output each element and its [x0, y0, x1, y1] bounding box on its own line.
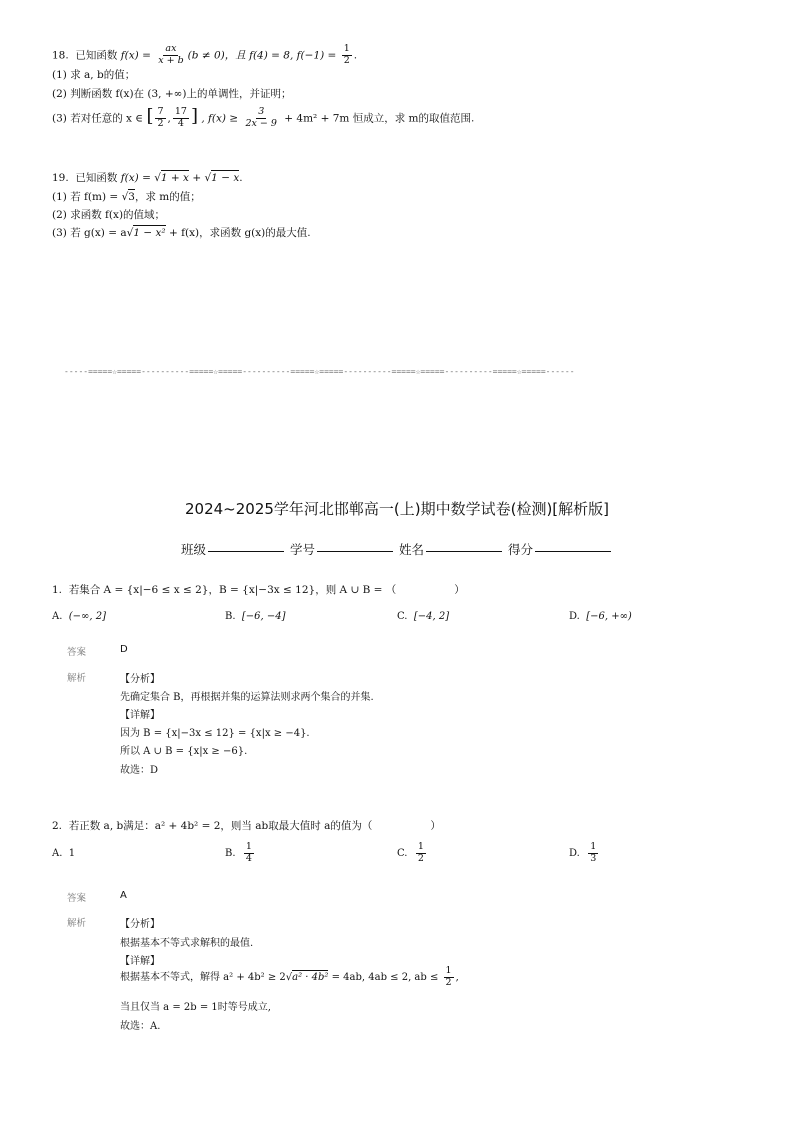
q18-number: 18. [52, 49, 69, 62]
q18-condition: (b ≠ 0)，且 f(4) = 8, f(−1) = [187, 49, 337, 62]
q19-number: 19. [52, 172, 69, 184]
p2-stem-text: 若正数 a, b满足：a² + 4b² = 2，则当 ab取最大值时 a的值为（ [68, 820, 373, 832]
p1-option-a[interactable]: A. (−∞, 2] [52, 611, 106, 622]
student-info-row [0, 540, 794, 558]
q18-interval-left: $\frac{7}{2}$ [157, 106, 164, 129]
p2-option-d[interactable]: D. $\frac{1}{3}$ [569, 841, 597, 864]
q19-stem: 19. 已知函数 f(x) = √1 + x + √1 − x. [52, 172, 243, 184]
q18-interval-right: $\frac{17}{4}$ [174, 106, 187, 129]
p2-stem: 2. 若正数 a, b满足：a² + 4b² = 2，则当 ab取最大值时 a的值为（ ） [52, 820, 441, 832]
p1-solution-line-5: 所以 A ∪ B = {x|x ≥ −6}. [120, 746, 248, 757]
p1-solution-line-4: 因为 B = {x|−3x ≤ 12} = {x|x ≥ −4}. [120, 728, 310, 739]
q19-plus: + [192, 172, 202, 184]
q18-rhs-fraction: $\frac{3}{2x - 9}$ [245, 106, 277, 129]
field-name: 姓名 [398, 542, 424, 557]
p1-option-c[interactable]: C. [−4, 2] [397, 611, 450, 622]
p1-solution-line-2: 先确定集合 B，再根据并集的运算法则求两个集合的并集. [120, 692, 374, 703]
p2-answer: A [120, 890, 127, 901]
q18-prefix: 已知函数 [75, 49, 118, 62]
p1-number: 1. [52, 584, 63, 596]
q19-root1: 1 + x [160, 172, 189, 184]
p1-solution-line-6: 故选：D [120, 765, 159, 776]
p2-solution-line-1: 【分析】 [120, 919, 160, 930]
q18-part3-tail: + 4m² + 7m 恒成立，求 m的取值范围. [284, 112, 475, 125]
field-score-blank[interactable] [535, 551, 611, 552]
q18-part3-ineq: , f(x) ≥ [201, 112, 239, 125]
field-id-blank[interactable] [317, 551, 393, 552]
q19-part1: (1) 若 f(m) = √3，求 m的值； [52, 191, 201, 203]
field-score: 得分 [507, 542, 533, 557]
p2-number: 2. [52, 820, 63, 832]
p2-solution-line-4: 根据基本不等式，解得 a² + 4b² ≥ 2√a² · 4b² = 4ab, 4ab ≤ 2, ab ≤ $\frac{1}{2}$ , [120, 965, 459, 988]
p1-solution-line-3: 【详解】 [120, 710, 160, 721]
p1-option-d[interactable]: D. [−6, +∞) [569, 611, 632, 622]
field-class: 班级 [180, 542, 206, 557]
q18-end: . [353, 49, 358, 62]
q18-part3: (3) 若对任意的 x ∈ [ $\frac{7}{2}$ , $\frac{17}{4}$ ] , f(x) ≥ $\frac{3}{2x - 9}$ + 4m² + 7m 恒成立，求 m的取值范围. [52, 105, 475, 129]
p2-solution-line-2: 根据基本不等式求解积的最值. [120, 938, 254, 949]
p1-stem: 1. 若集合 A = {x|−6 ≤ x ≤ 2}，B = {x|−3x ≤ 12}，则 A ∪ B = （ ） [52, 584, 465, 596]
p1-solution-line-1: 【分析】 [120, 674, 160, 685]
p2-option-b[interactable]: B. $\frac{1}{4}$ [225, 841, 252, 864]
p1-option-b[interactable]: B. [−6, −4] [225, 611, 286, 622]
p2-solution-line-3: 【详解】 [120, 956, 160, 967]
q19-end: . [239, 172, 243, 184]
p2-option-a[interactable]: A. 1 [52, 848, 76, 859]
field-name-blank[interactable] [426, 551, 502, 552]
field-id: 学号 [289, 542, 315, 557]
section-divider: -----=====☆=====----------=====☆=====----------=====☆=====----------=====☆=====----------=====☆=====------ [64, 367, 575, 376]
q18-part3-lead: (3) 若对任意的 x ∈ [52, 112, 144, 125]
p2-solution-line-5: 当且仅当 a = 2b = 1时等号成立, [120, 1002, 271, 1013]
q18-fraction: $\frac{ax}{x + b}$ [158, 43, 184, 66]
q19-prefix: 已知函数 [75, 172, 118, 184]
p2-answer-label: 答案 [67, 893, 87, 904]
p2-option-c[interactable]: C. $\frac{1}{2}$ [397, 841, 424, 864]
q18-stem [52, 44, 357, 67]
q18-part2: (2) 判断函数 f(x)在 (3, +∞)上的单调性，并证明； [52, 88, 292, 100]
p1-answer-label: 答案 [67, 647, 87, 658]
q19-root2: 1 − x [211, 172, 240, 184]
p2-solution-line-6: 故选：A. [120, 1021, 161, 1032]
q18-half: $\frac{1}{2}$ [343, 43, 350, 66]
exam-title: 2024~2025学年河北邯郸高一(上)期中数学试卷(检测)[解析版] [184, 500, 610, 518]
q19-fx: f(x) = [120, 172, 151, 184]
p1-analysis-label: 解析 [67, 673, 87, 684]
p1-stem-text: 若集合 A = {x|−6 ≤ x ≤ 2}，B = {x|−3x ≤ 12}，则 A ∪ B = （ [68, 584, 397, 596]
p1-answer: D [120, 644, 128, 655]
q19-part3: (3) 若 g(x) = a√1 − x² + f(x)，求函数 g(x)的最大值. [52, 227, 311, 239]
p2-analysis-label: 解析 [67, 918, 87, 929]
field-class-blank[interactable] [208, 551, 284, 552]
q18-fx: f(x) = [120, 49, 151, 62]
q19-part2: (2) 求函数 f(x)的值域； [52, 209, 166, 221]
q18-part1: (1) 求 a, b的值； [52, 69, 136, 81]
